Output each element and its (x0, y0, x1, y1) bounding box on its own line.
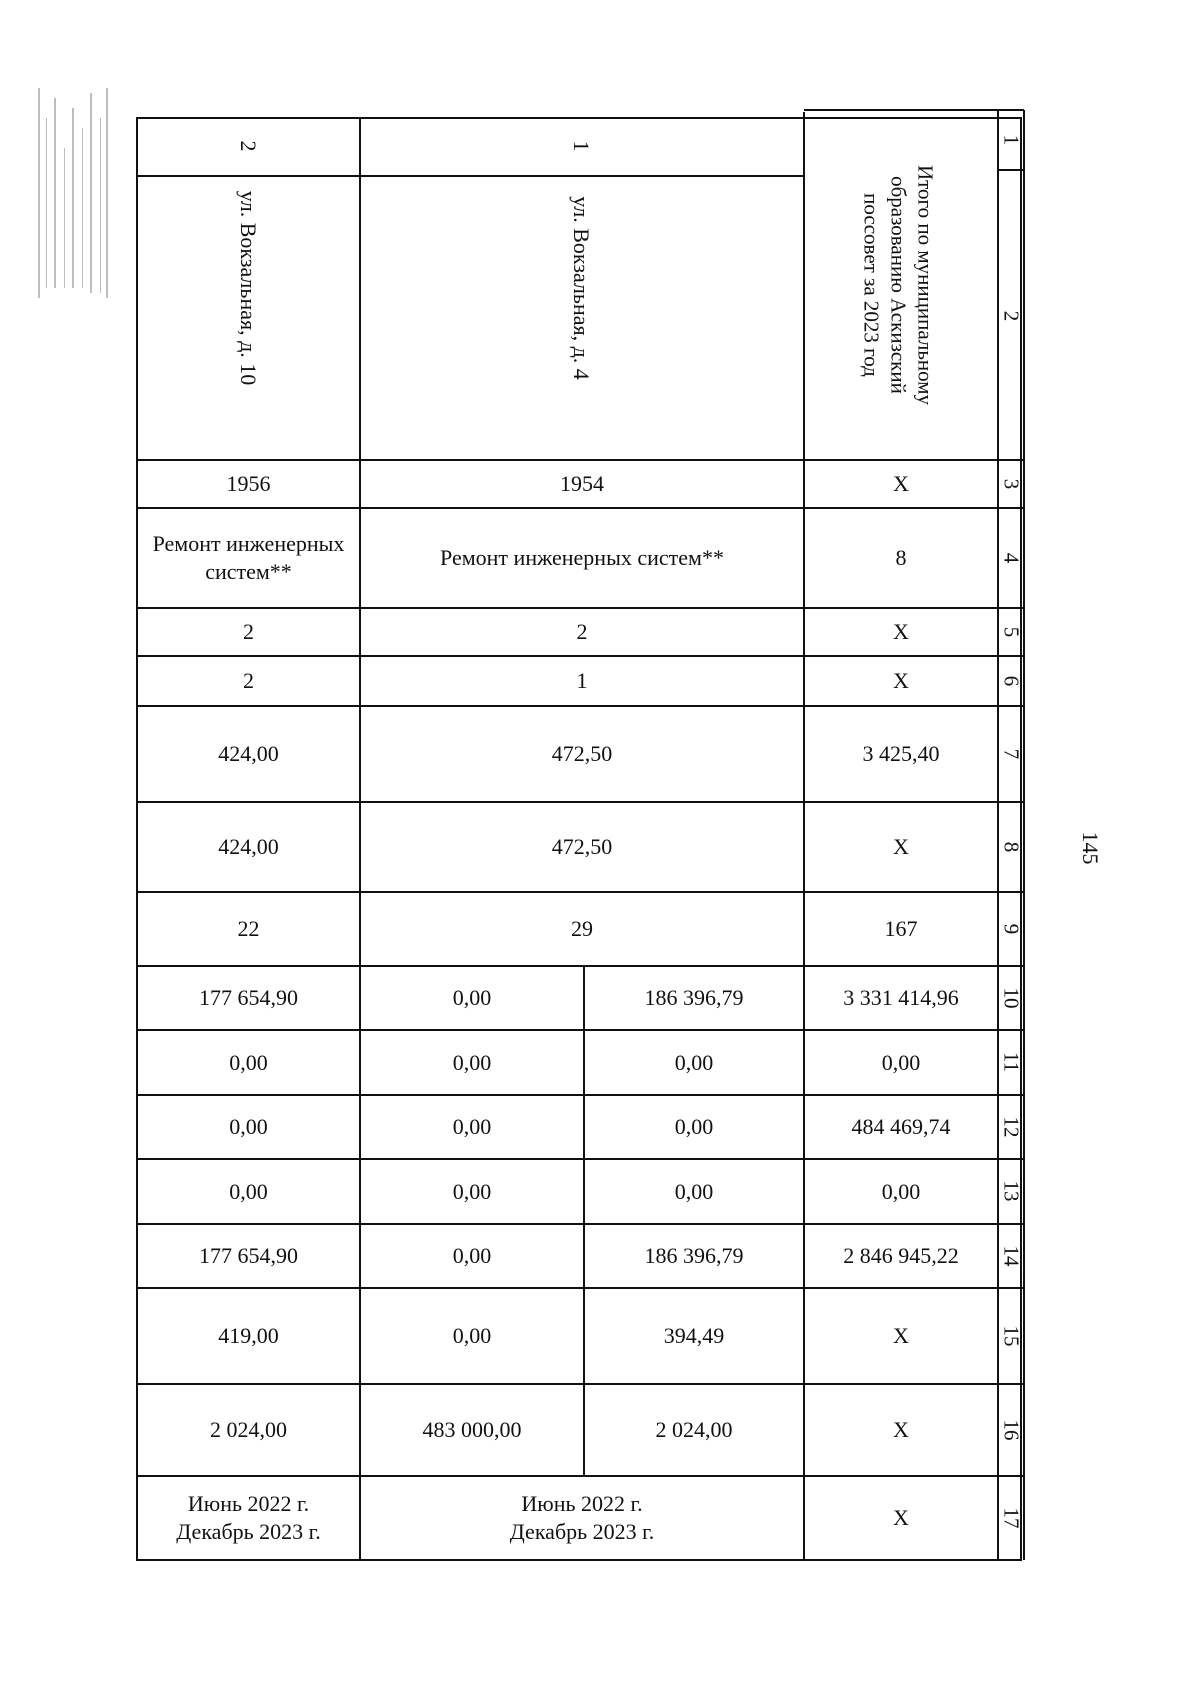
col-number-11: 11 (999, 1051, 1024, 1073)
c7-row2: 424,00 (218, 741, 279, 766)
col-number-10: 10 (999, 987, 1024, 1009)
col-number-6: 6 (999, 675, 1024, 687)
c17-total: X (893, 1505, 909, 1530)
col-number-15: 15 (999, 1325, 1024, 1347)
row1-address: ул. Вокзальная, д. 4 (569, 196, 594, 380)
c12-total: 484 469,74 (851, 1114, 951, 1139)
c14-row2: 177 654,90 (199, 1243, 298, 1268)
c13-row1b: 0,00 (674, 1178, 714, 1204)
c10-total: 3 331 414,96 (843, 985, 959, 1010)
c13-total: 0,00 (881, 1178, 921, 1204)
c9-row1: 29 (571, 916, 593, 941)
year-row2: 1956 (226, 471, 271, 496)
c17-row2-line2: Декабрь 2023 г. (176, 1519, 321, 1544)
total-label: Итого по муниципальному образованию Аскизский поссовет за 2023 год (859, 164, 938, 406)
c12-row1b: 0,00 (674, 1114, 714, 1139)
col-number-16: 16 (999, 1419, 1024, 1441)
c6-row1: 1 (576, 668, 588, 693)
c15-row1b: 394,49 (663, 1323, 725, 1348)
col-number-5: 5 (999, 626, 1024, 638)
work-type-total: 8 (895, 545, 907, 570)
col-number-3: 3 (999, 478, 1024, 490)
col-number-9: 9 (999, 923, 1024, 935)
c9-total: 167 (884, 916, 918, 941)
c6-total: X (893, 668, 909, 693)
c13-row1a: 0,00 (452, 1178, 492, 1204)
c5-row2: 2 (243, 619, 254, 644)
col-number-7: 7 (999, 748, 1024, 760)
c15-row2: 419,00 (218, 1323, 279, 1348)
year-total: X (893, 471, 909, 496)
col-number-2: 2 (999, 310, 1024, 322)
c13-row2: 0,00 (229, 1178, 268, 1204)
c12-row1a: 0,00 (452, 1114, 492, 1139)
c6-row2: 2 (243, 668, 254, 693)
c17-row2 (138, 1477, 359, 1559)
c10-row2: 177 654,90 (199, 985, 298, 1010)
col-number-17: 17 (999, 1507, 1024, 1529)
page-number: 145 (1078, 831, 1103, 865)
c16-total: X (893, 1417, 909, 1442)
col-number-4: 4 (999, 552, 1024, 564)
c15-total: X (893, 1323, 909, 1348)
c11-row1a: 0,00 (452, 1049, 492, 1075)
c16-row2: 2 024,00 (210, 1417, 287, 1442)
c17-row1 (361, 1477, 803, 1559)
col-number-1: 1 (999, 134, 1024, 146)
c8-total: X (893, 834, 909, 859)
c16-row1a: 483 000,00 (422, 1417, 522, 1442)
c15-row1a: 0,00 (452, 1323, 492, 1348)
c8-row2: 424,00 (218, 834, 279, 859)
c14-row1a: 0,00 (452, 1243, 492, 1268)
c10-row1b: 186 396,79 (644, 985, 744, 1010)
work-type-row1: Ремонт инженерных систем** (440, 545, 724, 570)
row2-number: 2 (236, 140, 261, 152)
c17-row1-line1: Июнь 2022 г. (521, 1491, 643, 1516)
col-number-12: 12 (999, 1116, 1024, 1138)
c8-row1: 472,50 (551, 834, 613, 859)
year-row1: 1954 (560, 471, 604, 496)
c16-row1b: 2 024,00 (655, 1417, 733, 1442)
col-number-14: 14 (999, 1245, 1024, 1267)
c17-row2-line1: Июнь 2022 г. (187, 1491, 310, 1516)
col-number-13: 13 (999, 1180, 1024, 1202)
c11-row1b: 0,00 (674, 1049, 714, 1075)
c11-total: 0,00 (881, 1049, 921, 1075)
c11-row2: 0,00 (229, 1049, 268, 1075)
c7-row1: 472,50 (551, 741, 613, 766)
c14-row1b: 186 396,79 (644, 1243, 744, 1268)
c12-row2: 0,00 (229, 1114, 268, 1139)
row2-address: ул. Вокзальная, д. 10 (236, 190, 261, 386)
c9-row2: 22 (237, 916, 260, 941)
c5-row1: 2 (576, 619, 588, 644)
row1-number: 1 (569, 140, 594, 152)
c7-total: 3 425,40 (862, 741, 940, 766)
c5-total: X (893, 619, 909, 644)
c10-row1a: 0,00 (452, 985, 492, 1010)
c17-row1-line2: Декабрь 2023 г. (509, 1519, 655, 1544)
work-type-row2: Ремонт инженерных систем** (152, 531, 345, 584)
col-number-8: 8 (999, 841, 1024, 853)
c14-total: 2 846 945,22 (843, 1243, 959, 1268)
